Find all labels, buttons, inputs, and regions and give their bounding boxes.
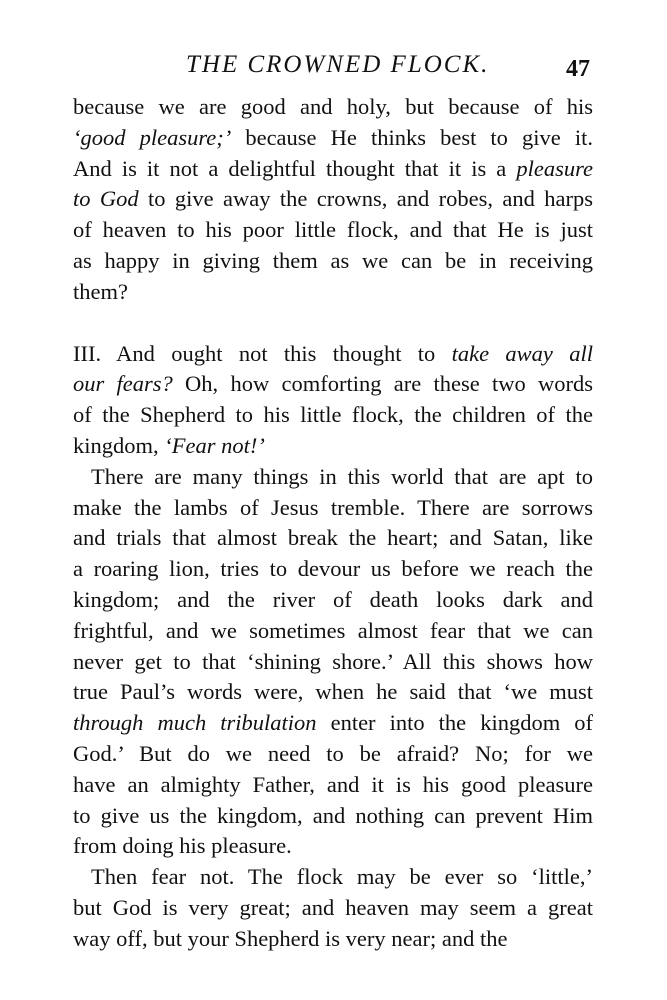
text-line [73,831,593,862]
paragraph [73,92,593,308]
text-segment: from doing his pleasure. [73,833,292,859]
text-line [73,184,593,215]
text-line [73,154,593,185]
italic-text: to God [73,186,139,212]
text-line [73,215,593,246]
text-line [73,616,593,647]
text-line [73,770,593,801]
text-segment: to give away the crowns, and robes, and harps [138,186,593,212]
italic-text: pleasure [516,155,593,181]
italic-text: ‘good pleasure;’ [73,124,232,150]
text-segment: There are many things in this world that are apt to [91,463,593,489]
paragraph [73,462,593,862]
text-segment: of heaven to his poor little flock, and that He is just [73,217,593,243]
text-line [73,647,593,678]
italic-text: through much tribulation [73,710,317,736]
running-title: THE CROWNED FLOCK. [186,51,490,78]
text-segment: but God is very great; and heaven may seem a great [73,894,593,920]
page-number: 47 [566,56,590,82]
text-segment: God.’ But do we need to be afraid? No; for we [73,740,593,766]
text-segment: them? [73,278,128,304]
text-line [73,893,593,924]
text-line [73,924,593,955]
text-segment: of the Shepherd to his little flock, the children of the [73,402,593,428]
text-segment: and trials that almost break the heart; and Satan, like [73,525,593,551]
text-line [73,585,593,616]
text-line [73,431,593,462]
text-line [73,339,593,370]
text-line [73,554,593,585]
paragraph-gap [73,308,593,339]
running-header [0,48,667,88]
text-segment: have an almighty Father, and it is his good pleasure [73,771,593,797]
text-line [73,523,593,554]
text-segment: as happy in giving them as we can be in receiving [73,247,593,273]
text-line [73,92,593,123]
text-line [73,246,593,277]
italic-text: ‘Fear not!’ [164,432,265,458]
text-segment: Then fear not. The flock may be ever so ‘little,’ [91,864,593,890]
text-segment: because we are good and holy, but because of his [73,94,593,119]
body-text [73,92,593,955]
text-segment: kingdom; and the river of death looks dark and [73,586,593,612]
text-line [73,369,593,400]
text-line [73,677,593,708]
text-line [73,493,593,524]
text-line [73,708,593,739]
text-segment: to give us the kingdom, and nothing can prevent Him [73,802,593,828]
text-line [73,862,593,893]
italic-text: our fears? [73,371,173,397]
paragraph [73,339,593,462]
text-segment: enter into the kingdom of [316,710,594,736]
text-segment: And is it not a delightful thought that it is a [73,155,517,181]
text-segment: never get to that ‘shining shore.’ All this shows how [73,648,593,674]
text-segment: Oh, how comforting are these two words [172,371,593,397]
text-segment: true Paul’s words were, when he said that ‘we must [73,679,593,705]
text-line [73,400,593,431]
text-segment: a roaring lion, tries to devour us before we reach the [73,556,593,582]
text-line [73,123,593,154]
italic-text: take away all [451,340,593,366]
text-segment: make the lambs of Jesus tremble. There are sorrows [73,494,593,520]
text-segment: frightful, and we sometimes almost fear that we can [73,617,593,643]
text-segment: because He thinks best to give it. [231,124,593,150]
text-segment: way off, but your Shepherd is very near; and the [73,925,508,951]
paragraph [73,862,593,954]
text-line [73,801,593,832]
text-line [73,462,593,493]
text-segment: kingdom, [73,432,165,458]
text-line [73,277,593,308]
text-segment: III. And ought not this thought to [73,340,452,366]
text-line [73,739,593,770]
